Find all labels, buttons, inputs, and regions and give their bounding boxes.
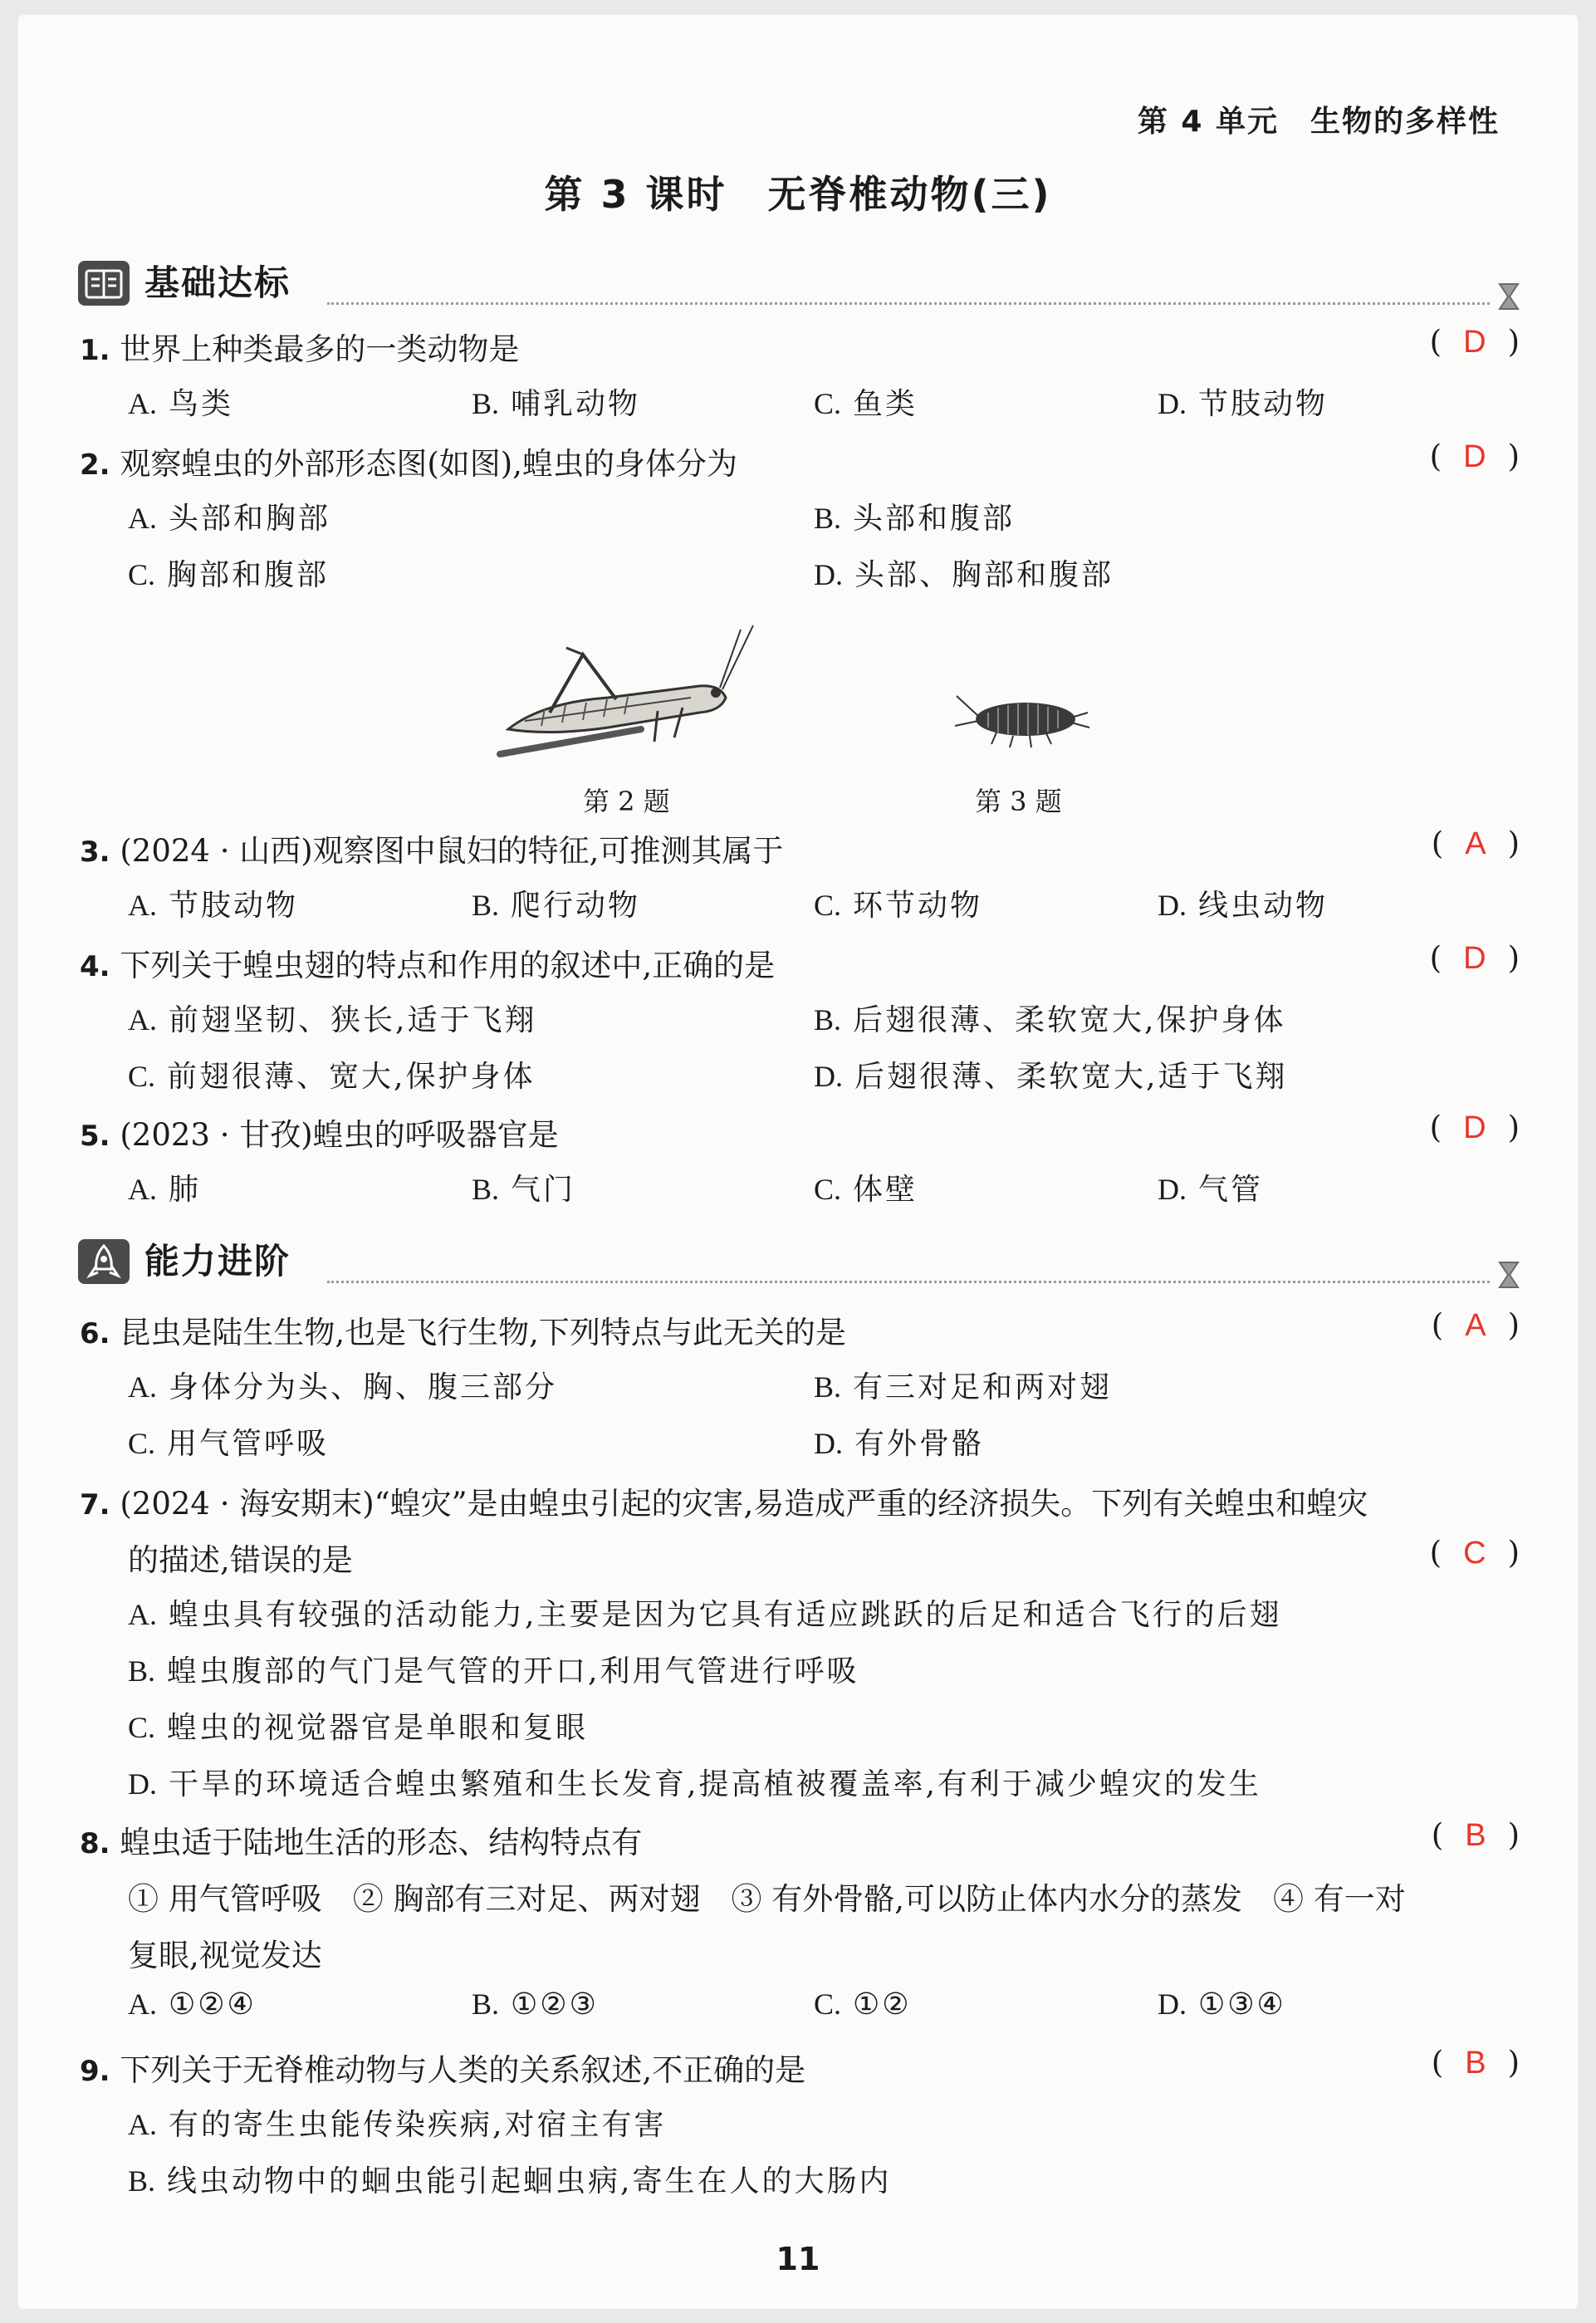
worksheet-page — [18, 15, 1578, 2309]
q6-option-c: C. 用气管呼吸 — [128, 1427, 330, 1461]
section-advanced — [78, 1234, 1523, 1292]
q5-option-d: D. 气管 — [1158, 1173, 1264, 1207]
woodlouse-figure — [947, 679, 1096, 754]
question-4-stem: 4. 下列关于蝗虫翅的特点和作用的叙述中,正确的是 — [80, 948, 776, 983]
q1-option-b: B. 哺乳动物 — [472, 387, 641, 421]
question-8-stem: 8. 蝗虫适于陆地生活的形态、结构特点有 — [80, 1825, 643, 1860]
lesson-title: 第 3 课时 无脊椎动物(三) — [544, 172, 1052, 217]
q8-option-b: B. ①②③ — [472, 1987, 599, 2022]
q4-option-c: C. 前翅很薄、宽大,保护身体 — [128, 1060, 536, 1094]
section-divider — [327, 1281, 1490, 1283]
section-advanced-label: 能力进阶 — [144, 1241, 291, 1282]
question-8-answer: ( B ) — [1431, 1817, 1520, 1853]
book-icon — [78, 261, 130, 306]
q1-option-c: C. 鱼类 — [814, 387, 918, 421]
q5-option-a: A. 肺 — [128, 1173, 202, 1207]
grasshopper-figure — [492, 605, 766, 771]
q8-option-a: A. ①②④ — [128, 1987, 257, 2022]
question-7-stem-cont: 的描述,错误的是 — [128, 1542, 353, 1578]
q2-option-a: A. 头部和胸部 — [128, 502, 331, 536]
q6-option-a: A. 身体分为头、胸、腹三部分 — [128, 1370, 558, 1404]
q7-option-c: C. 蝗虫的视觉器官是单眼和复眼 — [128, 1711, 589, 1745]
question-8-statements-cont: 复眼,视觉发达 — [128, 1938, 322, 1973]
figure-2-caption: 第 2 题 — [583, 786, 670, 817]
q4-option-d: D. 后翅很薄、柔软宽大,适于飞翔 — [814, 1060, 1288, 1094]
question-9-answer: ( B ) — [1431, 2045, 1520, 2080]
q3-option-b: B. 爬行动物 — [472, 889, 641, 923]
q7-option-d: D. 干旱的环境适合蝗虫繁殖和生长发育,提高植被覆盖率,有利于减少蝗灾的发生 — [128, 1767, 1261, 1801]
q8-option-c: C. ①② — [814, 1987, 912, 2022]
q6-option-d: D. 有外骨骼 — [814, 1427, 985, 1461]
question-3-stem: 3. (2024 · 山西)观察图中鼠妇的特征,可推测其属于 — [80, 833, 784, 869]
question-3-answer: ( A ) — [1431, 826, 1520, 861]
q7-option-b: B. 蝗虫腹部的气门是气管的开口,利用气管进行呼吸 — [128, 1654, 859, 1688]
figure-3-caption: 第 3 题 — [975, 786, 1062, 817]
question-5-answer: ( D ) — [1429, 1110, 1520, 1145]
q8-option-d: D. ①③④ — [1158, 1987, 1286, 2022]
q2-option-c: C. 胸部和腹部 — [128, 558, 330, 592]
q4-option-a: A. 前翅坚韧、狭长,适于飞翔 — [128, 1003, 537, 1037]
section-basic-label: 基础达标 — [144, 262, 291, 303]
q9-option-b: B. 线虫动物中的蛔虫能引起蛔虫病,寄生在人的大肠内 — [128, 2164, 892, 2198]
q6-option-b: B. 有三对足和两对翅 — [814, 1370, 1113, 1404]
question-2-stem: 2. 观察蝗虫的外部形态图(如图),蝗虫的身体分为 — [80, 446, 737, 482]
question-4-answer: ( D ) — [1429, 940, 1520, 976]
question-7-answer: ( C ) — [1429, 1535, 1520, 1571]
q5-option-b: B. 气门 — [472, 1173, 576, 1207]
question-9-stem: 9. 下列关于无脊椎动物与人类的关系叙述,不正确的是 — [80, 2052, 806, 2088]
hourglass-icon — [1495, 281, 1523, 312]
q1-option-d: D. 节肢动物 — [1158, 387, 1329, 421]
rocket-icon — [78, 1239, 130, 1284]
q2-option-b: B. 头部和腹部 — [814, 502, 1016, 536]
q3-option-d: D. 线虫动物 — [1158, 889, 1329, 923]
q4-option-b: B. 后翅很薄、柔软宽大,保护身体 — [814, 1003, 1286, 1037]
question-7-stem: 7. (2024 · 海安期末)“蝗灾”是由蝗虫引起的灾害,易造成严重的经济损失。下列有关蝗虫和蝗灾 — [80, 1486, 1368, 1522]
question-2-answer: ( D ) — [1429, 439, 1520, 474]
page-number: 11 — [776, 2241, 820, 2277]
hourglass-icon — [1495, 1259, 1523, 1291]
question-1-stem: 1. 世界上种类最多的一类动物是 — [80, 331, 520, 367]
question-8-statements: ① 用气管呼吸 ② 胸部有三对足、两对翅 ③ 有外骨骼,可以防止体内水分的蒸发 ④ 有一对 — [128, 1881, 1406, 1917]
section-basic — [78, 256, 1523, 314]
q5-option-c: C. 体壁 — [814, 1173, 918, 1207]
question-1-answer: ( D ) — [1429, 324, 1520, 360]
q7-option-a: A. 蝗虫具有较强的活动能力,主要是因为它具有适应跳跃的后足和适合飞行的后翅 — [128, 1598, 1282, 1632]
question-6-stem: 6. 昆虫是陆生生物,也是飞行生物,下列特点与此无关的是 — [80, 1315, 846, 1350]
q9-option-a: A. 有的寄生虫能传染疾病,对宿主有害 — [128, 2108, 667, 2142]
q2-option-d: D. 头部、胸部和腹部 — [814, 558, 1114, 592]
question-5-stem: 5. (2023 · 甘孜)蝗虫的呼吸器官是 — [80, 1117, 559, 1153]
q3-option-a: A. 节肢动物 — [128, 889, 299, 923]
q3-option-c: C. 环节动物 — [814, 889, 983, 923]
question-6-answer: ( A ) — [1431, 1307, 1520, 1343]
unit-title: 第 4 单元 生物的多样性 — [1137, 105, 1500, 139]
q1-option-a: A. 鸟类 — [128, 387, 234, 421]
section-divider — [327, 302, 1490, 305]
